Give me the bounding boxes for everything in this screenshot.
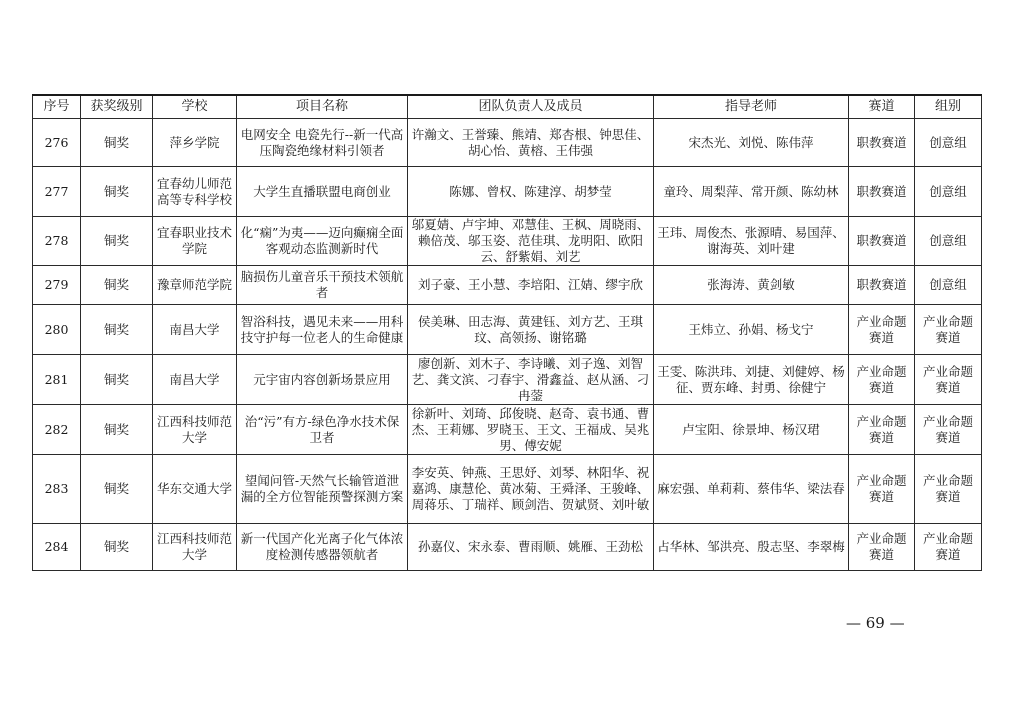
cell-no: 284 (33, 524, 81, 571)
cell-group: 创意组 (915, 167, 982, 217)
cell-project: 治“污”有方-绿色净水技术保卫者 (237, 405, 408, 455)
cell-track: 职教赛道 (849, 119, 915, 167)
cell-school: 宜春幼儿师范高等专科学校 (153, 167, 237, 217)
cell-project: 元宇宙内容创新场景应用 (237, 355, 408, 405)
cell-project: 大学生直播联盟电商创业 (237, 167, 408, 217)
cell-group: 产业命题赛道 (915, 305, 982, 355)
cell-project: 电网安全 电瓷先行--新一代高压陶瓷绝缘材料引领者 (237, 119, 408, 167)
header-advisor: 指导老师 (654, 95, 849, 119)
cell-team: 孙嘉仪、宋永泰、曹雨顺、姚雁、王劲松 (408, 524, 654, 571)
cell-project: 化“痫”为夷——迈向癫痫全面客观动态监测新时代 (237, 217, 408, 266)
cell-school: 华东交通大学 (153, 455, 237, 524)
cell-advisor: 张海涛、黄剑敏 (654, 266, 849, 305)
cell-group: 产业命题赛道 (915, 355, 982, 405)
cell-team: 廖创新、刘木子、李诗曦、刘子逸、刘智艺、龚文滨、刁春宇、滑鑫益、赵从涵、刁冉蓥 (408, 355, 654, 405)
table-row (33, 167, 982, 217)
cell-advisor: 卢宝阳、徐景坤、杨汉珺 (654, 405, 849, 455)
cell-group: 创意组 (915, 266, 982, 305)
page-number: — 69 — (846, 614, 905, 632)
cell-track: 产业命题赛道 (849, 455, 915, 524)
cell-team: 刘子豪、王小慧、李培阳、江婧、缪宇欣 (408, 266, 654, 305)
cell-school: 江西科技师范大学 (153, 405, 237, 455)
header-school: 学校 (153, 95, 237, 119)
cell-track: 产业命题赛道 (849, 405, 915, 455)
header-no: 序号 (33, 95, 81, 119)
cell-advisor: 宋杰光、刘悦、陈伟萍 (654, 119, 849, 167)
cell-no: 282 (33, 405, 81, 455)
cell-team: 徐新叶、刘琦、邱俊晓、赵奇、袁书通、曹杰、王莉娜、罗晓玉、王文、王福成、吴兆男、傅安妮 (408, 405, 654, 455)
cell-school: 南昌大学 (153, 305, 237, 355)
cell-team: 陈娜、曾权、陈建淳、胡梦莹 (408, 167, 654, 217)
cell-no: 278 (33, 217, 81, 266)
cell-track: 产业命题赛道 (849, 355, 915, 405)
cell-advisor: 占华林、邹洪亮、殷志坚、李翠梅 (654, 524, 849, 571)
cell-no: 281 (33, 355, 81, 405)
header-project: 项目名称 (237, 95, 408, 119)
table-row (33, 355, 982, 405)
table-row (33, 524, 982, 571)
header-team: 团队负责人及成员 (408, 95, 654, 119)
cell-track: 职教赛道 (849, 167, 915, 217)
cell-track: 职教赛道 (849, 217, 915, 266)
cell-level: 铜奖 (81, 119, 153, 167)
cell-track: 产业命题赛道 (849, 524, 915, 571)
cell-level: 铜奖 (81, 217, 153, 266)
cell-school: 宜春职业技术学院 (153, 217, 237, 266)
cell-school: 南昌大学 (153, 355, 237, 405)
table-row (33, 405, 982, 455)
cell-advisor: 童玲、周梨萍、常开颜、陈幼林 (654, 167, 849, 217)
cell-advisor: 王玮、周俊杰、张源晴、易国萍、谢海英、刘叶建 (654, 217, 849, 266)
cell-track: 职教赛道 (849, 266, 915, 305)
cell-advisor: 王雯、陈洪玮、刘捷、刘健婷、杨征、贾东峰、封勇、徐健宁 (654, 355, 849, 405)
cell-level: 铜奖 (81, 266, 153, 305)
cell-no: 276 (33, 119, 81, 167)
table-row (33, 266, 982, 305)
cell-no: 283 (33, 455, 81, 524)
cell-group: 创意组 (915, 217, 982, 266)
header-level: 获奖级别 (81, 95, 153, 119)
cell-advisor: 麻宏强、单莉莉、蔡伟华、梁法春 (654, 455, 849, 524)
cell-no: 280 (33, 305, 81, 355)
header-track: 赛道 (849, 95, 915, 119)
cell-advisor: 王炜立、孙娟、杨戈宁 (654, 305, 849, 355)
cell-level: 铜奖 (81, 355, 153, 405)
cell-no: 279 (33, 266, 81, 305)
cell-project: 智浴科技，遇见未来——用科技守护每一位老人的生命健康 (237, 305, 408, 355)
cell-group: 产业命题赛道 (915, 455, 982, 524)
cell-group: 产业命题赛道 (915, 524, 982, 571)
cell-group: 创意组 (915, 119, 982, 167)
table-row (33, 119, 982, 167)
cell-team: 李安英、钟燕、王思妤、刘琴、林阳华、祝嘉鸿、康慧伦、黄冰菊、王舜泽、王骏峰、周蒋乐、丁瑞祥、顾剑浩、贺斌贤、刘叶敏 (408, 455, 654, 524)
cell-level: 铜奖 (81, 455, 153, 524)
table-row (33, 455, 982, 524)
cell-group: 产业命题赛道 (915, 405, 982, 455)
cell-track: 产业命题赛道 (849, 305, 915, 355)
table-row (33, 305, 982, 355)
cell-level: 铜奖 (81, 524, 153, 571)
table-header-row (33, 95, 982, 119)
table-row (33, 217, 982, 266)
cell-project: 新一代国产化光离子化气体浓度检测传感器领航者 (237, 524, 408, 571)
cell-team: 许瀚文、王誉臻、熊靖、郑杏根、钟思佳、胡心怡、黄榕、王伟强 (408, 119, 654, 167)
cell-level: 铜奖 (81, 305, 153, 355)
cell-project: 望闻问管-天然气长输管道泄漏的全方位智能预警探测方案 (237, 455, 408, 524)
header-group: 组别 (915, 95, 982, 119)
cell-level: 铜奖 (81, 167, 153, 217)
cell-no: 277 (33, 167, 81, 217)
cell-school: 豫章师范学院 (153, 266, 237, 305)
cell-team: 侯美琳、田志海、黄建钰、刘方艺、王琪玟、高领扬、谢铭璐 (408, 305, 654, 355)
cell-school: 萍乡学院 (153, 119, 237, 167)
cell-school: 江西科技师范大学 (153, 524, 237, 571)
cell-team: 邬夏婧、卢宇坤、邓慧佳、王枫、周晓雨、赖倍茂、邬玉姿、范佳琪、龙明阳、欧阳云、舒紫娟、刘艺 (408, 217, 654, 266)
cell-project: 脑损伤儿童音乐干预技术领航者 (237, 266, 408, 305)
cell-level: 铜奖 (81, 405, 153, 455)
awards-table (32, 94, 982, 571)
